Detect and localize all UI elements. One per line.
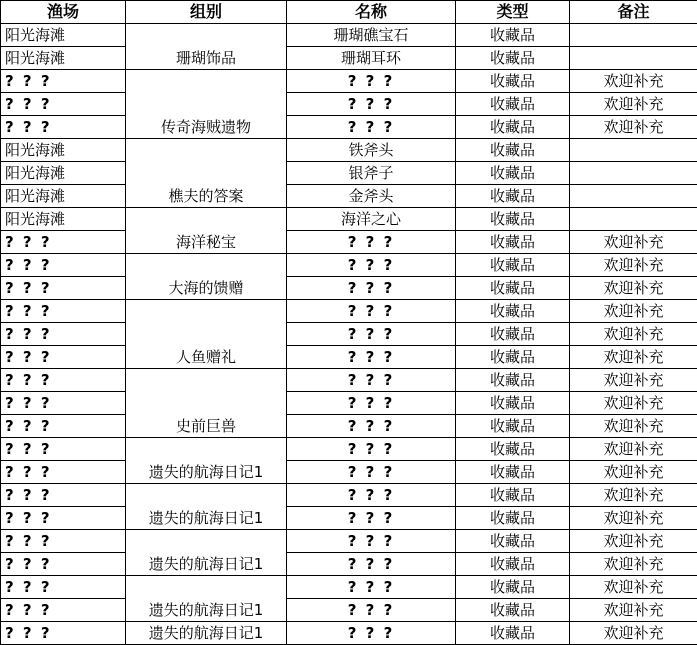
type-cell: 收藏品 <box>456 622 570 645</box>
type-cell: 收藏品 <box>456 24 570 47</box>
note-cell <box>570 139 697 162</box>
header-note: 备注 <box>570 1 697 24</box>
note-cell: 欢迎补充 <box>570 461 697 484</box>
group-cell: 樵夫的答案 <box>126 139 287 208</box>
name-cell: ? ? ? <box>287 254 456 277</box>
note-cell: 欢迎补充 <box>570 70 697 93</box>
table-row <box>1 553 697 576</box>
fishery-cell: 阳光海滩 <box>1 162 126 185</box>
note-cell <box>570 208 697 231</box>
name-cell: ? ? ? <box>287 622 456 645</box>
table-row <box>1 622 697 645</box>
group-cell: 遗失的航海日记1 <box>126 530 287 576</box>
name-cell: ? ? ? <box>287 369 456 392</box>
type-cell: 收藏品 <box>456 47 570 70</box>
note-cell: 欢迎补充 <box>570 93 697 116</box>
type-cell: 收藏品 <box>456 484 570 507</box>
type-cell: 收藏品 <box>456 369 570 392</box>
name-cell: ? ? ? <box>287 415 456 438</box>
type-cell: 收藏品 <box>456 323 570 346</box>
table-row <box>1 254 697 277</box>
type-cell: 收藏品 <box>456 254 570 277</box>
name-cell: ? ? ? <box>287 438 456 461</box>
name-cell: ? ? ? <box>287 277 456 300</box>
note-cell: 欢迎补充 <box>570 622 697 645</box>
table-row <box>1 231 697 254</box>
type-cell: 收藏品 <box>456 553 570 576</box>
fishery-cell: ? ? ? <box>1 277 126 300</box>
group-cell: 传奇海贼遗物 <box>126 70 287 139</box>
type-cell: 收藏品 <box>456 392 570 415</box>
fishery-cell: ? ? ? <box>1 484 126 507</box>
note-cell: 欢迎补充 <box>570 116 697 139</box>
table-row <box>1 208 697 231</box>
type-cell: 收藏品 <box>456 599 570 622</box>
type-cell: 收藏品 <box>456 277 570 300</box>
fishery-cell: ? ? ? <box>1 530 126 553</box>
fishery-cell: ? ? ? <box>1 622 126 645</box>
name-cell: 珊瑚礁宝石 <box>287 24 456 47</box>
fishery-cell: ? ? ? <box>1 415 126 438</box>
table-row <box>1 277 697 300</box>
fishery-cell: ? ? ? <box>1 461 126 484</box>
note-cell: 欢迎补充 <box>570 438 697 461</box>
fishery-cell: ? ? ? <box>1 369 126 392</box>
type-cell: 收藏品 <box>456 507 570 530</box>
note-cell <box>570 24 697 47</box>
name-cell: 银斧子 <box>287 162 456 185</box>
table-row <box>1 461 697 484</box>
fishery-cell: ? ? ? <box>1 93 126 116</box>
fishery-cell: ? ? ? <box>1 507 126 530</box>
name-cell: ? ? ? <box>287 599 456 622</box>
fishery-cell: 阳光海滩 <box>1 47 126 70</box>
type-cell: 收藏品 <box>456 415 570 438</box>
group-cell: 史前巨兽 <box>126 369 287 438</box>
note-cell: 欢迎补充 <box>570 346 697 369</box>
fishery-cell: 阳光海滩 <box>1 139 126 162</box>
note-cell: 欢迎补充 <box>570 553 697 576</box>
type-cell: 收藏品 <box>456 139 570 162</box>
table-body <box>1 24 697 645</box>
note-cell: 欢迎补充 <box>570 277 697 300</box>
fishery-cell: ? ? ? <box>1 438 126 461</box>
type-cell: 收藏品 <box>456 116 570 139</box>
name-cell: ? ? ? <box>287 530 456 553</box>
header-row <box>1 1 697 24</box>
fishery-cell: 阳光海滩 <box>1 208 126 231</box>
type-cell: 收藏品 <box>456 530 570 553</box>
fishery-cell: ? ? ? <box>1 231 126 254</box>
type-cell: 收藏品 <box>456 231 570 254</box>
table-row <box>1 185 697 208</box>
table-row <box>1 415 697 438</box>
group-cell: 海洋秘宝 <box>126 208 287 254</box>
name-cell: ? ? ? <box>287 93 456 116</box>
table-row <box>1 93 697 116</box>
table-row <box>1 323 697 346</box>
note-cell <box>570 47 697 70</box>
table-row <box>1 369 697 392</box>
name-cell: ? ? ? <box>287 231 456 254</box>
table-row <box>1 530 697 553</box>
table-row <box>1 139 697 162</box>
type-cell: 收藏品 <box>456 185 570 208</box>
fishery-cell: ? ? ? <box>1 116 126 139</box>
type-cell: 收藏品 <box>456 208 570 231</box>
name-cell: 铁斧头 <box>287 139 456 162</box>
note-cell: 欢迎补充 <box>570 484 697 507</box>
group-cell: 大海的馈赠 <box>126 254 287 300</box>
group-cell: 遗失的航海日记1 <box>126 438 287 484</box>
type-cell: 收藏品 <box>456 70 570 93</box>
name-cell: ? ? ? <box>287 461 456 484</box>
name-cell: ? ? ? <box>287 507 456 530</box>
group-cell: 珊瑚饰品 <box>126 24 287 70</box>
name-cell: ? ? ? <box>287 392 456 415</box>
type-cell: 收藏品 <box>456 93 570 116</box>
table-row <box>1 24 697 47</box>
type-cell: 收藏品 <box>456 162 570 185</box>
table-row <box>1 47 697 70</box>
type-cell: 收藏品 <box>456 438 570 461</box>
group-cell: 遗失的航海日记1 <box>126 484 287 530</box>
fishery-cell: ? ? ? <box>1 576 126 599</box>
table-row <box>1 116 697 139</box>
note-cell: 欢迎补充 <box>570 576 697 599</box>
note-cell: 欢迎补充 <box>570 231 697 254</box>
note-cell: 欢迎补充 <box>570 392 697 415</box>
table-row <box>1 507 697 530</box>
fishery-cell: ? ? ? <box>1 323 126 346</box>
note-cell: 欢迎补充 <box>570 369 697 392</box>
table-row <box>1 300 697 323</box>
fishery-cell: ? ? ? <box>1 346 126 369</box>
type-cell: 收藏品 <box>456 346 570 369</box>
note-cell: 欢迎补充 <box>570 507 697 530</box>
note-cell: 欢迎补充 <box>570 415 697 438</box>
fishery-cell: 阳光海滩 <box>1 24 126 47</box>
fishery-cell: 阳光海滩 <box>1 185 126 208</box>
table-row <box>1 599 697 622</box>
header-group: 组别 <box>126 1 287 24</box>
name-cell: ? ? ? <box>287 323 456 346</box>
note-cell: 欢迎补充 <box>570 323 697 346</box>
name-cell: ? ? ? <box>287 484 456 507</box>
note-cell: 欢迎补充 <box>570 300 697 323</box>
note-cell: 欢迎补充 <box>570 530 697 553</box>
group-cell: 遗失的航海日记1 <box>126 576 287 622</box>
table-row <box>1 438 697 461</box>
fishery-cell: ? ? ? <box>1 392 126 415</box>
table-row <box>1 162 697 185</box>
name-cell: ? ? ? <box>287 300 456 323</box>
table-row <box>1 70 697 93</box>
table-row <box>1 346 697 369</box>
table-row <box>1 392 697 415</box>
name-cell: ? ? ? <box>287 346 456 369</box>
note-cell <box>570 162 697 185</box>
header-type: 类型 <box>456 1 570 24</box>
fishery-cell: ? ? ? <box>1 300 126 323</box>
fishery-cell: ? ? ? <box>1 553 126 576</box>
name-cell: ? ? ? <box>287 576 456 599</box>
name-cell: ? ? ? <box>287 70 456 93</box>
header-name: 名称 <box>287 1 456 24</box>
type-cell: 收藏品 <box>456 461 570 484</box>
type-cell: 收藏品 <box>456 576 570 599</box>
name-cell: ? ? ? <box>287 116 456 139</box>
note-cell <box>570 185 697 208</box>
name-cell: 海洋之心 <box>287 208 456 231</box>
group-cell: 遗失的航海日记1 <box>126 622 287 645</box>
table-row <box>1 484 697 507</box>
group-cell: 人鱼赠礼 <box>126 300 287 369</box>
name-cell: ? ? ? <box>287 553 456 576</box>
note-cell: 欢迎补充 <box>570 254 697 277</box>
fishery-cell: ? ? ? <box>1 599 126 622</box>
name-cell: 金斧头 <box>287 185 456 208</box>
header-fishery: 渔场 <box>1 1 126 24</box>
name-cell: 珊瑚耳环 <box>287 47 456 70</box>
fishery-cell: ? ? ? <box>1 254 126 277</box>
table-row <box>1 576 697 599</box>
note-cell: 欢迎补充 <box>570 599 697 622</box>
type-cell: 收藏品 <box>456 300 570 323</box>
fishery-cell: ? ? ? <box>1 70 126 93</box>
